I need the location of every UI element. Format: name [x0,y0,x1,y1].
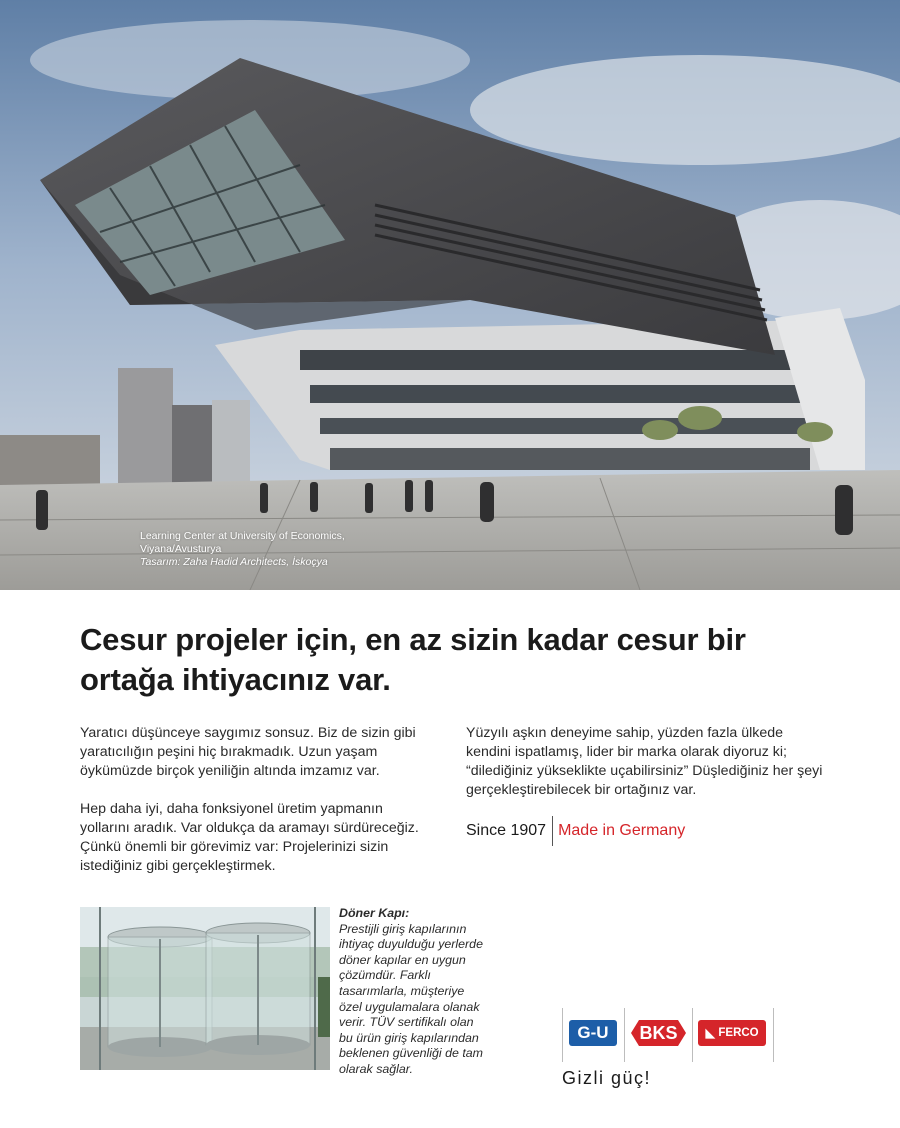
slogan: Gizli güç! [562,1068,652,1088]
ferco-mark-icon: ◣ [705,1025,716,1040]
gu-logo: G-U [569,1020,617,1046]
door-description [339,906,489,1078]
ferco-logo [698,1020,766,1046]
caption-line3: Tasarım: Zaha Hadid Architects, İskoçya [140,556,328,568]
logo-separator [692,1008,693,1062]
headline-line1: Cesur projeler için, en az sizin kadar cesur bir [80,622,746,657]
bks-logo-text: BKS [639,1022,678,1043]
body-left-paragraph-1: Yaratıcı düşünceye saygımız sonsuz. Biz de sizin gibi yaratıcılığın peşini hiç bırakmadık. Uzun yaşam öykümüzde birçok yeniliğin altında imzamız var. [80,725,416,779]
logo-separator [773,1008,774,1062]
brand-logos [562,1008,774,1062]
body-right-column [466,724,826,819]
door-title: Döner Kapı: [339,906,410,920]
revolving-door-illustration [80,907,330,1070]
body-left-paragraph-2: Hep daha iyi, daha fonksiyonel üretim yapmanın yollarını aradık. Var oldukça da aramayı sürdüreceğiz. Çünkü önemli bir görevimiz var: Projelerinizi sizin istediğiniz gibi gerçekleştirmek. [80,801,419,874]
made-in-germany-text: Made in Germany [558,822,686,839]
door-body-text: Prestijli giriş kapılarının ihtiyaç duyulduğu yerlerde döner kapılar en uygun çözümdür. Farklı tasarımlarla, müşteriye özel uygulamalara olanak verir. TÜV sertifikalı olan bu ürün giriş kapılarından beklenen güvenliği de tam olarak sağlar. [339,921,483,1076]
logo-separator [562,1008,563,1062]
revolving-door-photo [80,907,330,1070]
headline-line2: ortağa ihtiyacınız var. [80,662,391,697]
photo-caption [140,530,345,569]
ferco-logo-text: FERCO [718,1027,759,1039]
headline [80,620,840,700]
body-left-column [80,724,430,895]
body-right-paragraph-1: Yüzyılı aşkın deneyime sahip, yüzden fazla ülkede kendini ispatlamış, lider bir marka olarak diyoruz ki; “dilediğiniz yükseklikte uçabilirsiniz” Düşlediğiniz her şeyi gerçekleştirebilecek bir ortağınız var. [466,725,823,798]
since-text: Since 1907 [466,822,547,839]
caption-line2: Viyana/Avusturya [140,543,222,555]
since-made-in-row [466,816,685,846]
bks-logo [631,1020,686,1046]
caption-line1: Learning Center at University of Economics, [140,530,345,542]
logo-separator [624,1008,625,1062]
